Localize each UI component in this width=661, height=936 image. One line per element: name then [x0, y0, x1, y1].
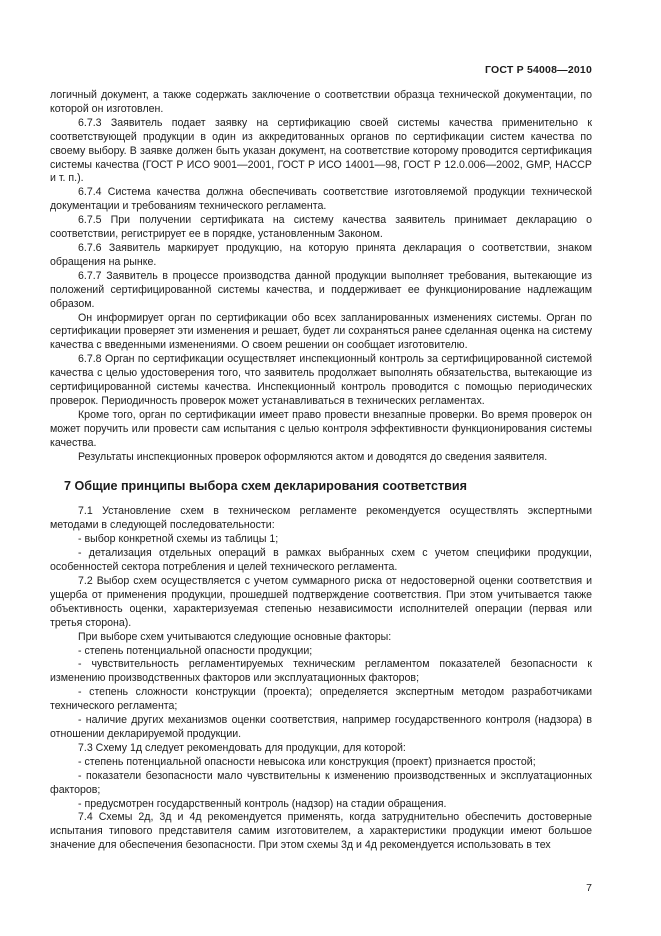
- paragraph: Результаты инспекционных проверок оформляются актом и доводятся до сведения заявителя.: [78, 450, 548, 463]
- paragraph: 6.7.4 Система качества должна обеспечивать соответствие изготовляемой продукции технической документации и требованиям технического регламента.: [50, 186, 592, 213]
- document-body: [50, 89, 592, 853]
- paragraph: - предусмотрен государственный контроль (надзор) на стадии обращения.: [78, 797, 447, 810]
- paragraph: 7.3 Схему 1д следует рекомендовать для продукции, для которой:: [78, 741, 406, 754]
- document-content: [50, 64, 592, 853]
- paragraph: Он информирует орган по сертификации обо всех запланированных изменениях системы. Орган по сертификации проверяет эти изменения и решает, будет ли сохраняться ранее сделанная оценка на систему качества с введенными изменениями. О своем решении он сообщает изготовителю.: [50, 311, 592, 352]
- paragraph: - наличие других механизмов оценки соответствия, например государственного контроля (надзора) в отношении декларируемой продукции.: [50, 714, 592, 740]
- paragraph: 7.2 Выбор схем осуществляется с учетом суммарного риска от недостоверной оценки соответствия и ущерба от применения продукции, прошедшей подтверждение соответствия. При этом учитывается также объективность оценки, характеризуемая степенью независимости исполнителей операции (первая или третья сторона).: [50, 575, 592, 629]
- paragraph: - показатели безопасности мало чувствительны к изменению производственных и эксплуатационных факторов;: [50, 769, 592, 796]
- paragraph: 7.1 Установление схем в техническом регламенте рекомендуется осуществлять экспертными методами в следующей последовательности:: [50, 505, 592, 532]
- section-heading: 7 Общие принципы выбора схем декларирования соответствия: [64, 479, 468, 494]
- paragraph: 6.7.6 Заявитель маркирует продукцию, на которую принята декларация о соответствии, знаком обращения на рынке.: [50, 241, 592, 268]
- paragraph: - детализация отдельных операций в рамках выбранных схем с учетом специфики продукции, особенностей сектора потребления и целей технического регламента.: [50, 547, 592, 574]
- paragraph: - чувствительность регламентируемых техническим регламентом показателей безопасности к изменению производственных факторов или эксплуатационных факторов;: [50, 658, 592, 685]
- paragraph: Кроме того, орган по сертификации имеет право провести внезапные проверки. Во время проверок он может поручить или провести сам испытания с целью контроля эффективности функционирования системы качества.: [50, 408, 592, 449]
- paragraph: - выбор конкретной схемы из таблицы 1;: [78, 533, 279, 546]
- paragraph: - степень потенциальной опасности невысока или конструкция (проект) признается простой;: [78, 755, 536, 768]
- document-header-standard-number: ГОСТ Р 54008—2010: [484, 64, 592, 76]
- paragraph: При выборе схем учитываются следующие основные факторы:: [78, 630, 392, 643]
- page-number: 7: [586, 882, 592, 894]
- paragraph: 6.7.3 Заявитель подает заявку на сертификацию своей системы качества применительно к соответствующей продукции в один из аккредитованных органов по сертификации систем качества по своему выбору. В заявке должен быть указан документ, на соответствие которому проводится сертификация системы качества (ГОСТ Р ИСО 9001—2001, ГОСТ Р ИСО 14001—98, ГОСТ Р 12.0.006—2002, GMP, НАССР и т. п.).: [50, 116, 592, 185]
- paragraph: - степень сложности конструкции (проекта); определяется экспертным методом разработчиками технического регламента;: [50, 686, 592, 713]
- paragraph: - степень потенциальной опасности продукции;: [78, 644, 313, 657]
- paragraph: 6.7.5 При получении сертификата на систему качества заявитель принимает декларацию о соответствии, регистрирует ее в порядке, установленным Законом.: [50, 214, 592, 241]
- paragraph: 6.7.7 Заявитель в процессе производства данной продукции выполняет требования, вытекающие из положений сертифицированной системы качества, и поддерживает ее функционирование надлежащим образом.: [50, 269, 592, 310]
- paragraph: 6.7.8 Орган по сертификации осуществляет инспекционный контроль за сертифицированной системой качества с целью удостоверения того, что заявитель продолжает выполнять обязательства, вытекающие из сертифицированной системы качества. Инспекционный контроль проводится с помощью периодических проверок. Периодичность проверок может устанавливаться в технических регламентах.: [50, 353, 592, 407]
- paragraph: логичный документ, а также содержать заключение о соответствии образца технической документации, по которой он изготовлен.: [50, 89, 592, 115]
- paragraph: 7.4 Схемы 2д, 3д и 4д рекомендуется применять, когда затруднительно обеспечить достоверные испытания типового представителя самим изготовителем, а характеристики продукции имеют большое значение для обеспечения безопасности. При этом схемы 3д и 4д рекомендуется использовать в тех: [50, 811, 592, 852]
